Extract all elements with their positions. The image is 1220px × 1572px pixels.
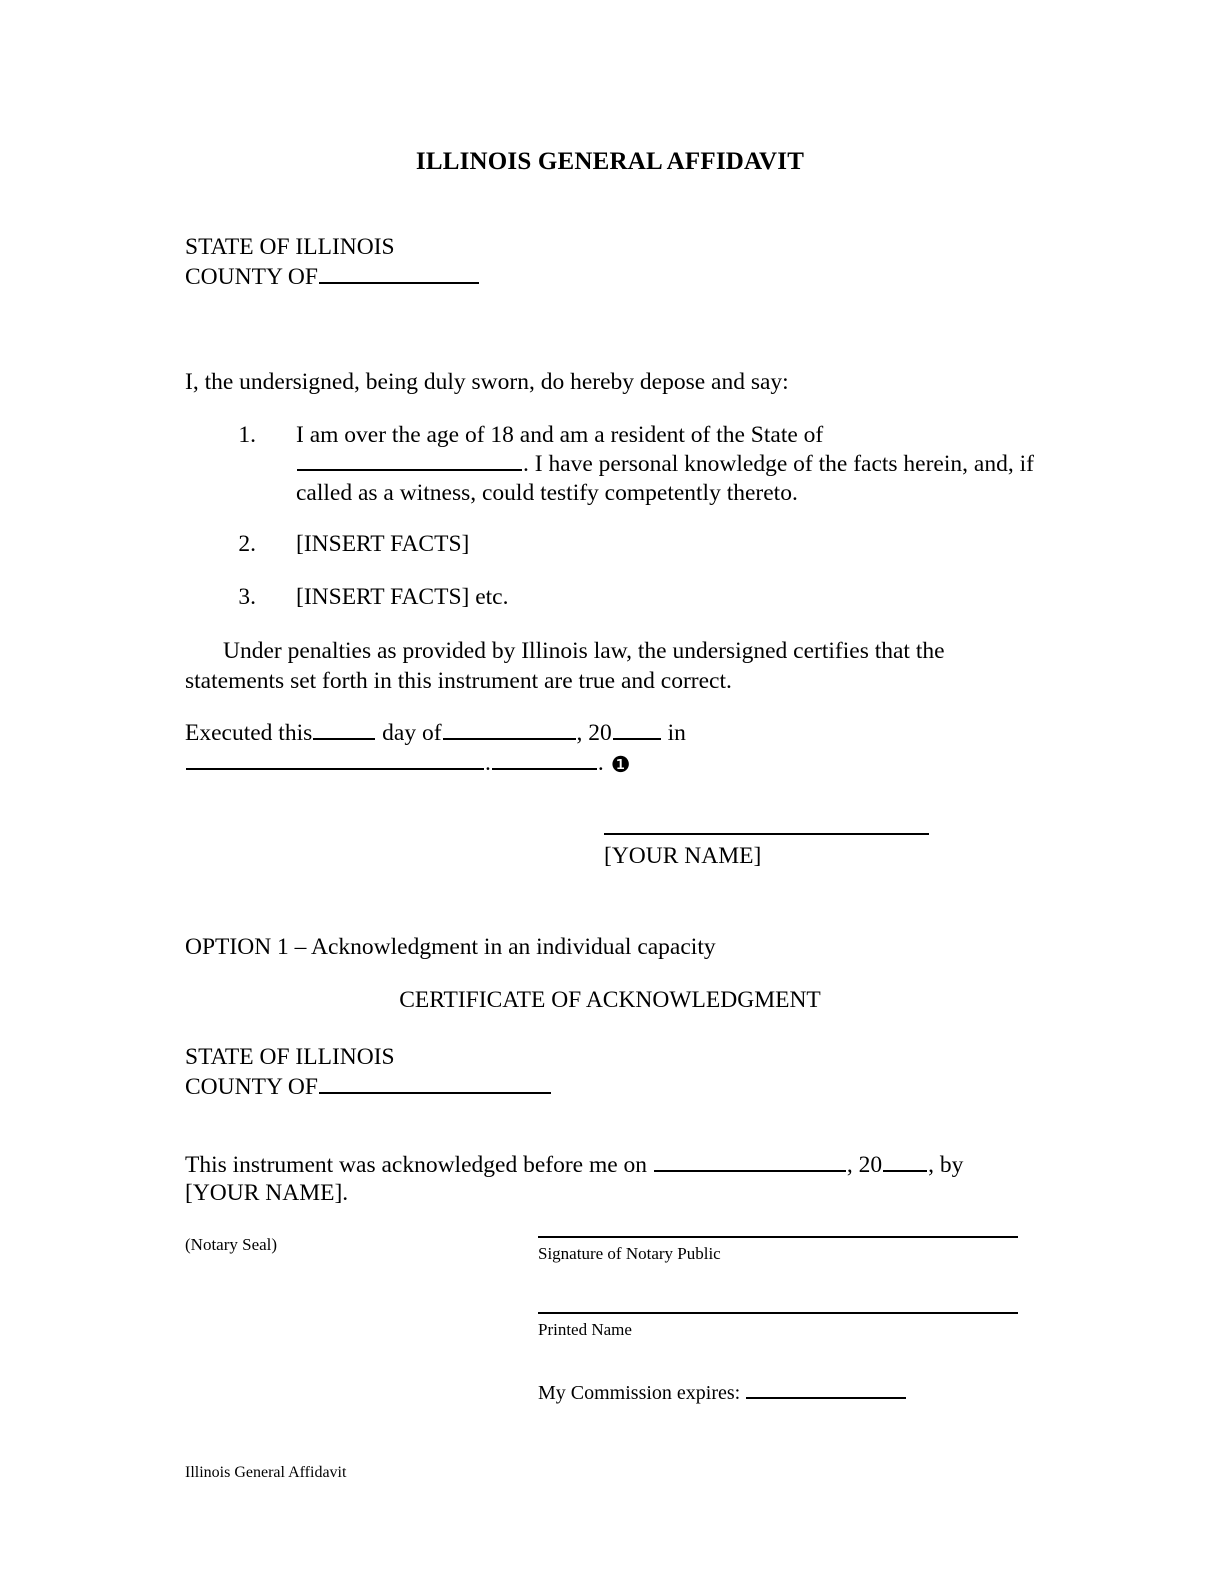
notary-commission-blank-field[interactable]: [746, 1379, 906, 1399]
ack-state-label: STATE OF ILLINOIS: [185, 1044, 395, 1070]
ack-county-label: COUNTY OF: [185, 1074, 318, 1100]
penalties-paragraph: Under penalties as provided by Illinois law, the undersigned certifies that the statements set forth in this instrument are true and correct.: [185, 638, 945, 694]
list-item-number: 3.: [238, 584, 256, 610]
executed-in-word: in: [667, 720, 686, 746]
venue-county-line: [185, 262, 480, 292]
executed-mid-period: .: [485, 750, 491, 776]
item1-text-after-blank: .: [523, 451, 529, 477]
ack-county-line: [185, 1072, 552, 1102]
venue-state-label: STATE OF ILLINOIS: [185, 234, 395, 260]
page-title: ILLINOIS GENERAL AFFIDAVIT: [415, 148, 805, 175]
footnote-marker-one-icon: ❶: [610, 753, 631, 778]
executed-year-prefix: , 20: [576, 720, 612, 746]
ack-name-placeholder: [YOUR NAME].: [185, 1180, 349, 1206]
list-item-body: [296, 421, 1042, 508]
executed-end-period: .: [597, 750, 604, 776]
notary-printed-name-label: Printed Name: [538, 1320, 632, 1339]
item1-text-before-blank: I am over the age of 18 and am a resident of the State of: [296, 422, 824, 448]
county-blank-field[interactable]: [319, 264, 479, 284]
list-item-number: 1.: [238, 422, 256, 448]
notary-signature-label: Signature of Notary Public: [538, 1244, 721, 1263]
executed-day-word: day of: [382, 720, 442, 746]
notary-spacer: [538, 1265, 1020, 1311]
affiant-signature-block: [604, 832, 934, 871]
ack-county-blank-field[interactable]: [319, 1074, 551, 1094]
ack-sentence-by: , by: [928, 1152, 964, 1178]
notary-seal-label: (Notary Seal): [185, 1235, 278, 1254]
notary-block: [538, 1235, 1020, 1405]
venue-county-label: COUNTY OF: [185, 264, 318, 290]
executed-place2-blank-field[interactable]: [492, 750, 597, 770]
ack-year-blank-field[interactable]: [883, 1152, 927, 1172]
ack-sentence-year: , 20: [846, 1152, 883, 1178]
executed-line: [185, 718, 1015, 778]
notary-commission-line: [538, 1341, 1020, 1405]
executed-year-blank-field[interactable]: [613, 720, 661, 740]
executed-place-blank-field[interactable]: [186, 750, 484, 770]
executed-day-blank-field[interactable]: [313, 720, 375, 740]
item1-continuation: I have personal knowledge of the facts herein, and, if called as a witness, could testify competently thereto.: [296, 451, 1034, 506]
option-one-heading: OPTION 1 – Acknowledgment in an individual capacity: [185, 934, 716, 960]
list-item: [222, 421, 1042, 508]
residency-state-blank-field[interactable]: [297, 451, 522, 471]
notary-commission-label: My Commission expires:: [538, 1382, 741, 1404]
ack-sentence-lead: This instrument was acknowledged before me on: [185, 1152, 648, 1178]
affiant-name-placeholder: [YOUR NAME]: [604, 843, 762, 869]
list-item-body[interactable]: [INSERT FACTS]: [296, 531, 470, 557]
ack-date-blank-field[interactable]: [654, 1152, 846, 1172]
deposition-intro: I, the undersigned, being duly sworn, do hereby depose and say:: [185, 369, 789, 395]
page-footer: Illinois General Affidavit: [185, 1464, 347, 1481]
list-item: [222, 530, 469, 559]
list-item-number: 2.: [238, 531, 256, 557]
acknowledgment-paragraph: [185, 1151, 1025, 1207]
list-item-body[interactable]: [INSERT FACTS] etc.: [296, 584, 509, 610]
executed-lead-text: Executed this: [185, 720, 313, 746]
certificate-heading: CERTIFICATE OF ACKNOWLEDGMENT: [399, 987, 821, 1013]
executed-month-blank-field[interactable]: [443, 720, 576, 740]
list-item: [222, 583, 508, 612]
